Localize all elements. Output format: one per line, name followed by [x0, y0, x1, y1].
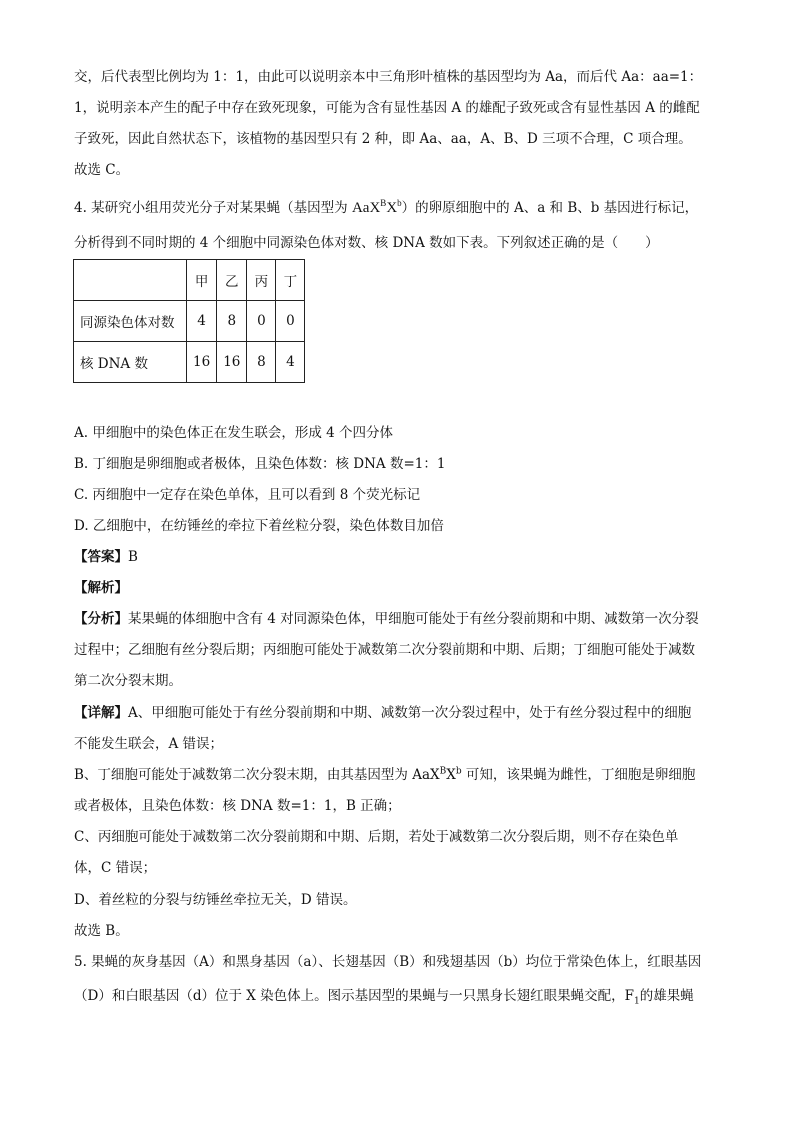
- table-cell: 0: [276, 301, 305, 342]
- xiangjie-line-4: 或者极体，且染色体数：核 DNA 数=1：1，B 正确；: [74, 798, 401, 814]
- xiangjie-line-3: B、丁细胞可能处于减数第二次分裂末期，由其基因型为 $AaX^BX^b$ 可知，该果蝇为雌性，丁细胞是卵细胞: [74, 766, 696, 783]
- data-table: [73, 259, 305, 383]
- table-cell: 8: [247, 342, 276, 383]
- table-row-label: 核 DNA 数: [74, 342, 187, 383]
- xiangjie-tag: 【详解】: [74, 705, 128, 721]
- table-header-row: [74, 260, 305, 301]
- table-row: [74, 342, 305, 383]
- table-row-label: 同源染色体对数: [74, 301, 187, 342]
- table-cell: 8: [217, 301, 247, 342]
- question-5-stem-2: （D）和白眼基因（d）位于 X 染色体上。图示基因型的果蝇与一只黑身长翅红眼果蝇交配，$F_1$的雄果蝇: [74, 988, 694, 1007]
- option-a: A. 甲细胞中的染色体正在发生联会，形成 4 个四分体: [74, 425, 394, 441]
- fenxi-tag: 【分析】: [74, 611, 128, 627]
- question-4-stem-1: [74, 198, 698, 218]
- line-3: 子致死，因此自然状态下，该植物的基因型只有 2 种，即 Aa、aa，A、B、D 三项不合理，C 项合理。: [74, 131, 692, 147]
- question-4-stem-2: 分析得到不同时期的 4 个细胞中同源染色体对数、核 DNA 数如下表。下列叙述正确的是（ ）: [74, 235, 659, 251]
- q4-text-pre: 4. 某研究小组用荧光分子对某果蝇（基因型为: [74, 200, 352, 216]
- fenxi-line-2: 过程中；乙细胞有丝分裂后期；丙细胞可能处于减数第二次分裂前期和中期、后期；丁细胞可能处于减数: [74, 642, 695, 658]
- answer-value: B: [128, 549, 138, 565]
- table-cell: 16: [217, 342, 247, 383]
- line-1: 交，后代表型比例均为 1：1，由此可以说明亲本中三角形叶植株的基因型均为 Aa，而后代 Aa：aa=1：: [74, 69, 703, 85]
- line-2: 1，说明亲本产生的配子中存在致死现象，可能为含有显性基因 A 的雄配子致死或含有显性基因 A 的雌配: [74, 100, 700, 116]
- fenxi-line-3: 第二次分裂末期。: [74, 673, 182, 689]
- xiangjie-line-7: D、着丝粒的分裂与纺锤丝牵拉无关，D 错误。: [74, 892, 357, 908]
- analysis-tag: 【解析】: [74, 580, 128, 596]
- table-header-cell: 丙: [247, 260, 276, 301]
- table-cell: 4: [187, 301, 217, 342]
- option-b: B. 丁细胞是卵细胞或者极体，且染色体数：核 DNA 数=1：1: [74, 456, 446, 472]
- fenxi-line-1: 【分析】某果蝇的体细胞中含有 4 对同源染色体，甲细胞可能处于有丝分裂前期和中期、减数第一次分裂: [74, 611, 699, 627]
- question-5-stem-1: 5. 果蝇的灰身基因（A）和黑身基因（a）、长翅基因（B）和残翅基因（b）均位于常染色体上，红眼基因: [74, 954, 702, 970]
- option-c: C. 丙细胞中一定存在染色单体，且可以看到 8 个荧光标记: [74, 487, 421, 503]
- xiangjie-line-6: 体，C 错误；: [74, 860, 157, 876]
- table-header-cell: 丁: [276, 260, 305, 301]
- table-row: [74, 301, 305, 342]
- table-corner-cell: [74, 260, 187, 301]
- q4-text-post: ）的卵原细胞中的 A、a 和 B、b 基因进行标记，: [401, 200, 699, 216]
- option-d: D. 乙细胞中，在纺锤丝的牵拉下着丝粒分裂，染色体数目加倍: [74, 518, 444, 534]
- xiangjie-line-8: 故选 B。: [74, 923, 129, 939]
- table-cell: 16: [187, 342, 217, 383]
- table-cell: 0: [247, 301, 276, 342]
- answer-tag: 【答案】: [74, 549, 128, 565]
- q4-genotype: $AaX^BX^b$: [351, 198, 402, 216]
- xiangjie-line-5: C、丙细胞可能处于减数第二次分裂前期和中期、后期，若处于减数第二次分裂后期，则不存在染色单: [74, 829, 679, 845]
- answer-line: [74, 547, 138, 567]
- table-header-cell: 乙: [217, 260, 247, 301]
- xiangjie-line-1: 【详解】A、甲细胞可能处于有丝分裂前期和中期、减数第一次分裂过程中，处于有丝分裂过程中的细胞: [74, 705, 692, 721]
- line-4: 故选 C。: [74, 162, 130, 178]
- xiangjie-line-2: 不能发生联会，A 错误；: [74, 736, 224, 752]
- table-header-cell: 甲: [187, 260, 217, 301]
- table-cell: 4: [276, 342, 305, 383]
